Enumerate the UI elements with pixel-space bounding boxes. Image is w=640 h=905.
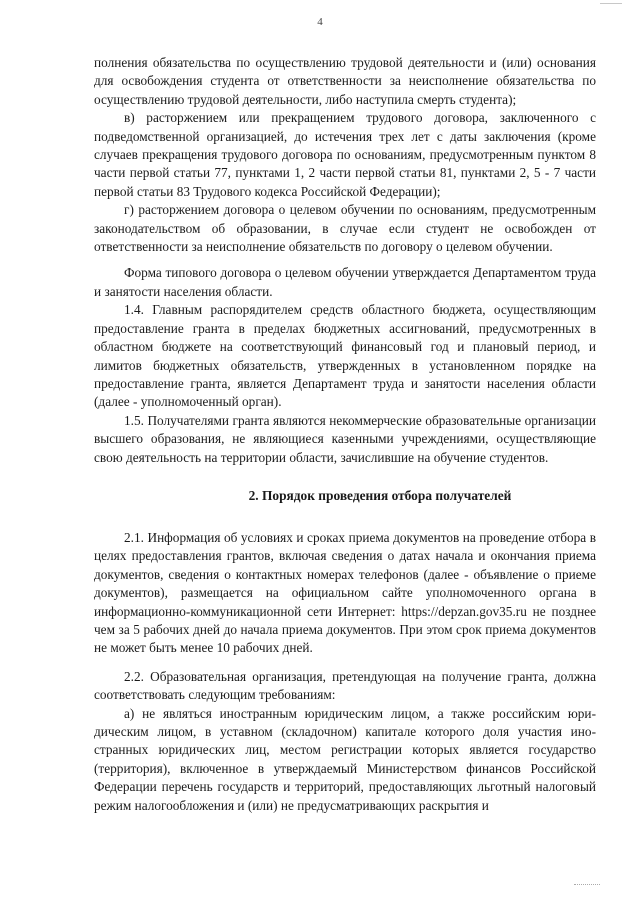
paragraph-continuation: полнения обязательства по осуществлению трудовой деятельности и (или) основания для освобождения студента от ответственности за неисполнение обязательства по осуществлению трудовой деятельности, либо наступила смерть студента); (94, 55, 596, 107)
page-number: 4 (317, 16, 323, 28)
paragraph-2-1: 2.1. Информация об условиях и сроках приема документов на проведение отбора в целях предоставления грантов, включая сведения о датах начала и окончания приема документов, сведения о контактных номерах телефонов (далее - объявление о приеме документов), размещается на официальном сайте уполномоченного органа в информационно-коммуникационной сети Интернет: https://depzan.gov35.ru не позднее чем за 5 рабочих дней до начала приема документов. При этом срок приема документов не может быть менее 10 рабочих дней. (94, 529, 596, 656)
paragraph-contract-form: Форма типового договора о целевом обучении утверждается Департаментом труда и занятости населения области. (94, 265, 596, 299)
scan-artifact-bottom (574, 884, 600, 887)
section-heading: 2. Порядок проведения отбора получателей (248, 487, 512, 503)
paragraph-2-2: 2.2. Образовательная организация, претендующая на получение гранта, должна соответствовать следующим требованиям: (94, 668, 596, 703)
paragraph-item-g: г) расторжением договора о целевом обучении по основаниям, предусмотренным законодательством об образовании, в случае если студент не освобожден от ответственности за неисполнение обязательств по договору о целевом обучении. (94, 202, 596, 255)
paragraph-1-5: 1.5. Получателями гранта являются некоммерческие образовательные организации высшего образования, не являющиеся казенными учреждениями, осуществляющие свою деятельность на территории области, зачислившие на обучение студентов. (94, 412, 596, 465)
paragraph-2-2-a: а) не являться иностранным юридическим лицом, а также российским юридическим лицом, в уставном (складочном) капитале которого доля участия иностранных юридических лиц, местом регистрации которых является государство (территория), включенное в утверждаемый Министерством финансов Российской Федерации перечень государств и территорий, предоставляющих льготный налоговый режим налогообложения и (или) не предусматривающих раскрытия и (94, 705, 596, 813)
paragraph-1-4: 1.4. Главным распорядителем средств областного бюджета, осуществляющим предоставление гранта в пределах бюджетных ассигнований, предусмотренных в областном бюджете на соответствующий финансовый год и плановый период, и лимитов бюджетных обязательств, утвержденных в установленном порядке на предоставление гранта, является Департамент труда и занятости населения области (далее - уполномоченный орган). (94, 302, 596, 410)
document-body (94, 54, 596, 815)
scan-artifact-top (600, 0, 622, 4)
paragraph-item-v: в) расторжением или прекращением трудового договора, заключенного с подведомственной организацией, до истечения трех лет с даты заключения (кроме случаев прекращения трудового договора по основаниям, предусмотренным пунктом 8 части первой статьи 77, пунктами 1, 2 части первой статьи 81, пунктами 2, 5 - 7 части первой статьи 83 Трудового кодекса Российской Федерации); (94, 110, 596, 199)
